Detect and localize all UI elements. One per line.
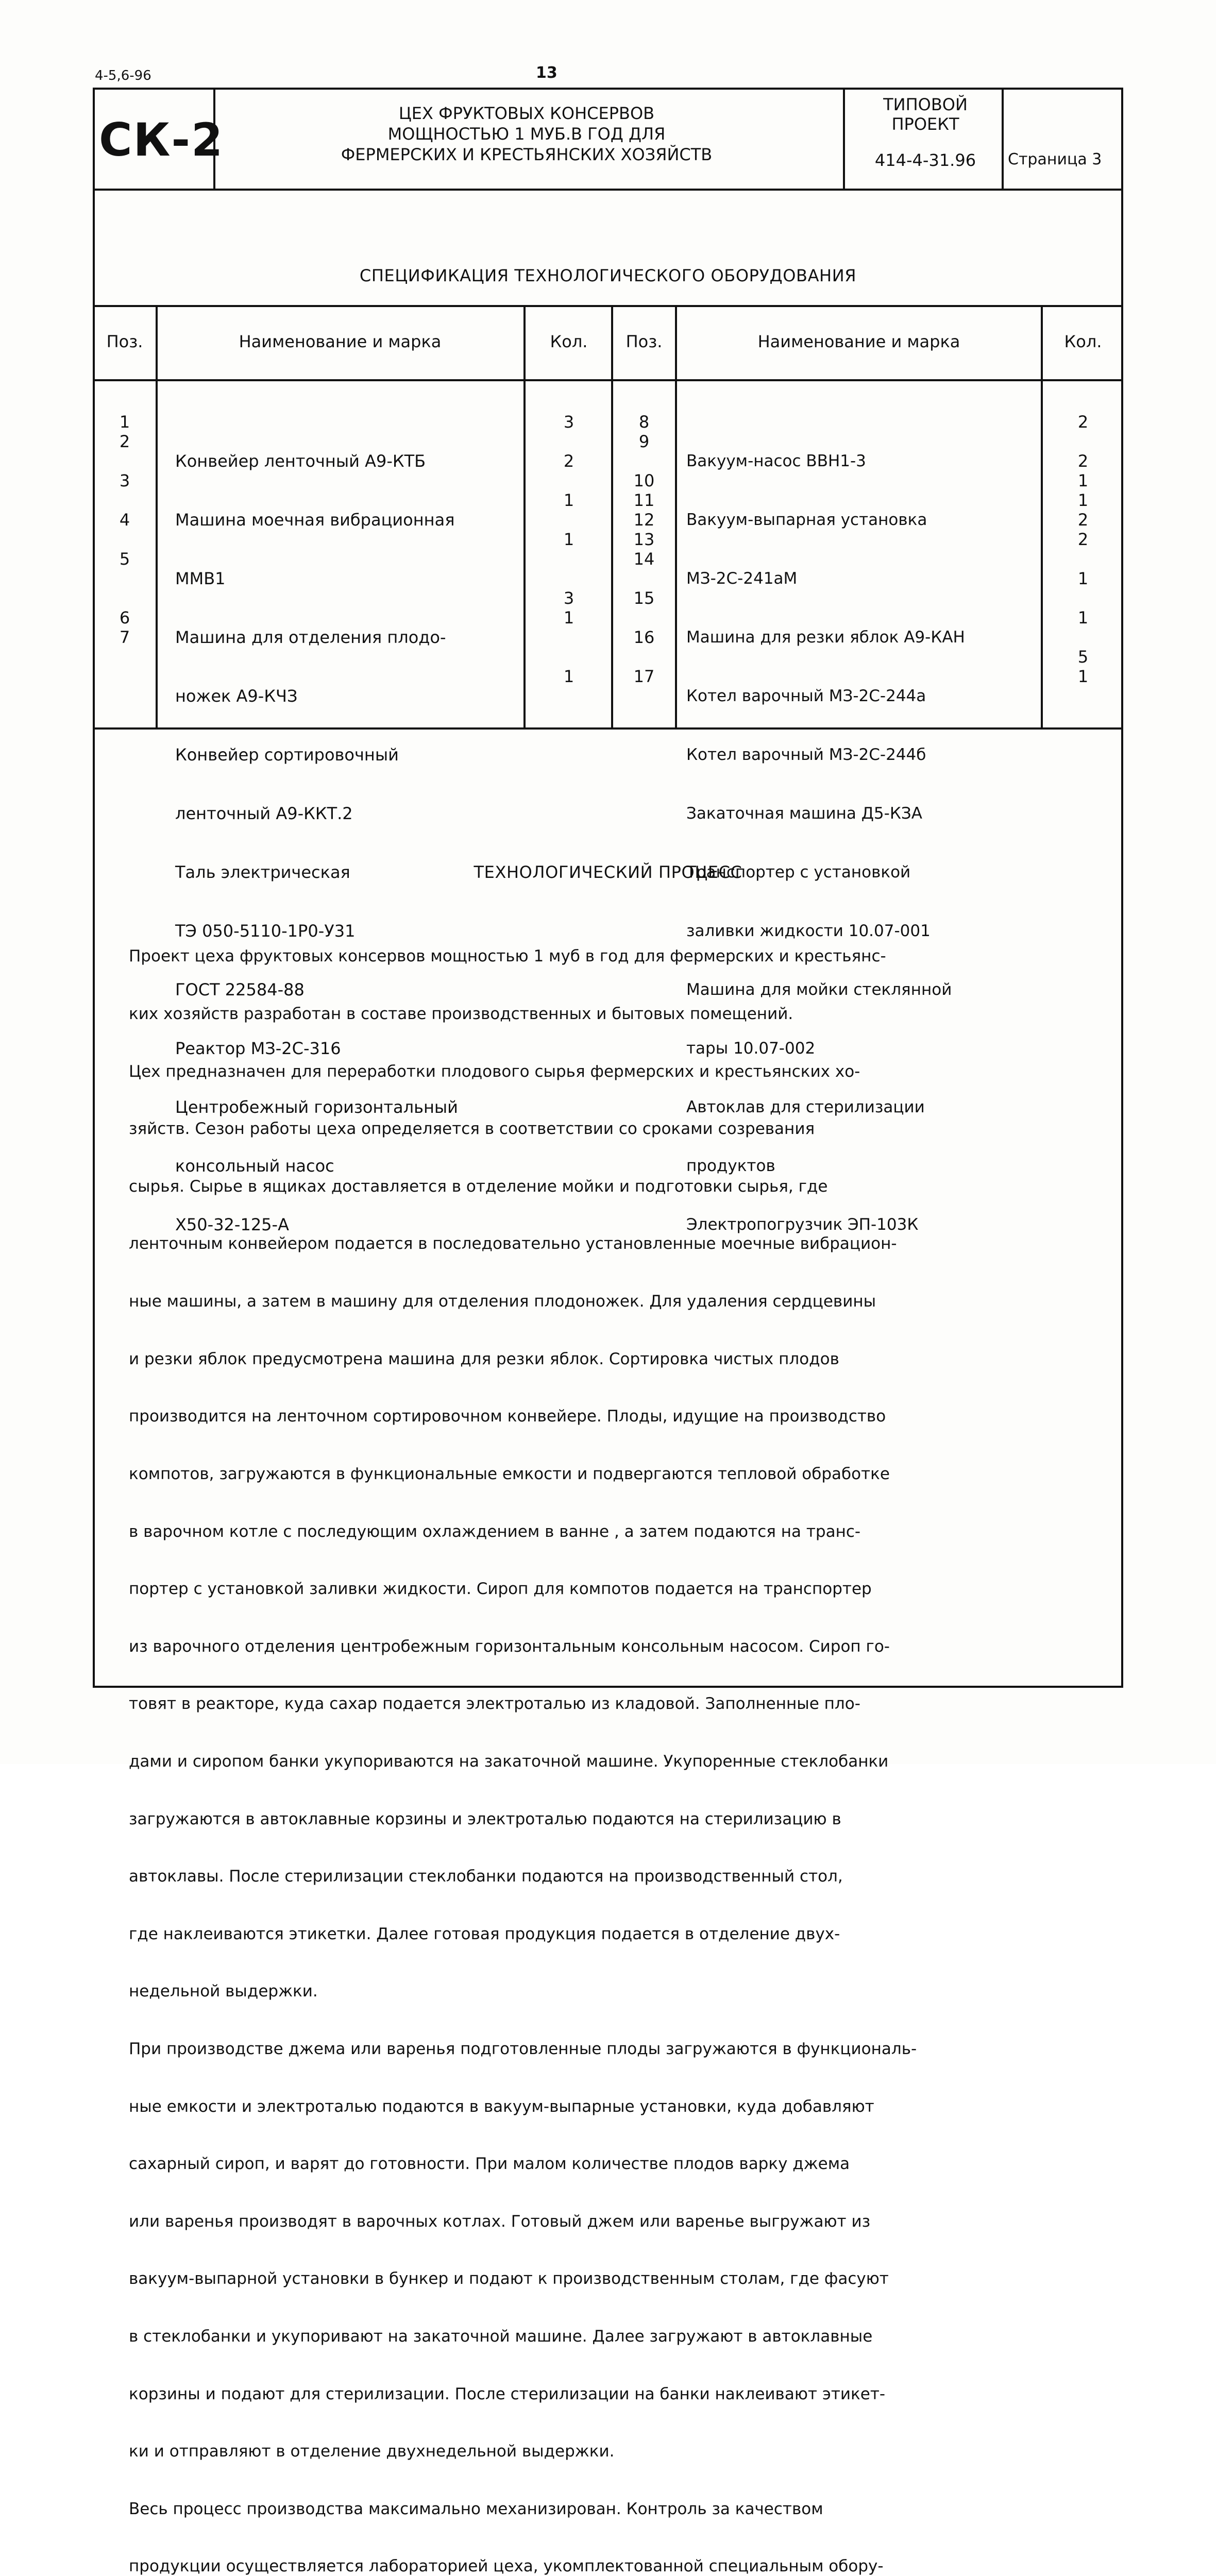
qty-cell: 1 — [1077, 490, 1089, 510]
pos-cell — [93, 647, 157, 667]
qty-cell: 3 — [563, 588, 574, 608]
pos-cell: 16 — [633, 628, 655, 647]
process-line: портер с установкой заливки жидкости. Сироп для компотов подается на транспортер — [129, 1580, 872, 1599]
pos-cell: 12 — [633, 510, 655, 530]
process-line: в варочном котле с последующим охлаждением в ванне , а затем подаются на транс- — [129, 1522, 861, 1541]
right-qty-column — [1043, 412, 1123, 686]
pos-cell: 9 — [638, 432, 650, 451]
pos-cell — [93, 451, 157, 471]
qty-cell — [526, 471, 612, 490]
process-line: дами и сиропом банки укупориваются на закаточной машине. Укупоренные стеклобанки — [129, 1752, 889, 1771]
name-cell: Закаточная машина Д5-КЗА — [686, 804, 922, 823]
page-number: 13 — [536, 64, 557, 82]
process-line: из варочного отделения центробежным горизонтальным консольным насосом. Сироп го- — [129, 1637, 890, 1656]
pos-cell: 5 — [119, 549, 130, 569]
title-block-divider — [843, 88, 845, 191]
qty-cell: 1 — [563, 530, 574, 549]
name-cell: тары 10.07-002 — [686, 1039, 816, 1058]
title-block-divider — [1002, 88, 1004, 191]
project-type: ТИПОВОЙ ПРОЕКТ — [883, 95, 968, 134]
qty-cell: 1 — [1077, 471, 1089, 490]
process-line: сахарный сироп, и варят до готовности. При малом количестве плодов варку джема — [129, 2155, 850, 2174]
qty-cell: 1 — [563, 608, 574, 628]
qty-cell: 3 — [563, 412, 574, 432]
right-pos-column — [613, 412, 675, 686]
pos-cell: 1 — [119, 412, 130, 432]
process-line: загружаются в автоклавные корзины и электроталью подаются на стерилизацию в — [129, 1809, 841, 1828]
name-cell: ГОСТ 22584-88 — [175, 980, 305, 999]
pos-cell: 8 — [638, 412, 650, 432]
name-cell: заливки жидкости 10.07-001 — [686, 922, 931, 940]
process-line: ких хозяйств разработан в составе производственных и бытовых помещений. — [129, 1005, 793, 1024]
process-line: компотов, загружаются в функциональные емкости и подвергаются тепловой обработке — [129, 1464, 890, 1483]
qty-cell — [1043, 628, 1123, 647]
process-line: в стеклобанки и укупоривают на закаточной машине. Далее загружают в автоклавные — [129, 2327, 873, 2346]
process-line: ные машины, а затем в машину для отделения плодоножек. Для удаления сердцевины — [129, 1292, 876, 1311]
name-cell: Х50-32-125-А — [175, 1215, 289, 1234]
pos-cell: 14 — [633, 549, 655, 569]
qty-cell: 1 — [563, 667, 574, 686]
pos-cell — [93, 490, 157, 510]
pos-cell: 10 — [633, 471, 655, 490]
header-qty-left: Кол. — [550, 332, 588, 351]
name-cell: Конвейер сортировочный — [175, 745, 399, 765]
left-pos-column — [93, 412, 157, 686]
name-cell: Реактор МЗ-2С-316 — [175, 1039, 341, 1058]
process-line: ные емкости и электроталью подаются в вакуум-выпарные установки, куда добавляют — [129, 2097, 874, 2116]
name-cell: ММВ1 — [175, 569, 226, 588]
pos-cell: 13 — [633, 530, 655, 549]
name-cell: Машина для отделения плодо- — [175, 628, 446, 647]
qty-cell: 2 — [1077, 451, 1089, 471]
qty-cell — [526, 628, 612, 647]
name-cell: Машина для резки яблок А9-КАН — [686, 628, 965, 647]
process-heading: ТЕХНОЛОГИЧЕСКИЙ ПРОЦЕСС — [474, 862, 742, 882]
left-qty-column — [526, 412, 612, 686]
qty-cell — [1043, 588, 1123, 608]
qty-cell: 5 — [1077, 647, 1089, 667]
process-line: сырья. Сырье в ящиках доставляется в отделение мойки и подготовки сырья, где — [129, 1177, 828, 1196]
name-cell: Конвейер ленточный А9-КТБ — [175, 451, 426, 471]
process-line: Весь процесс производства максимально механизирован. Контроль за качеством — [129, 2499, 823, 2518]
process-line: ленточным конвейером подается в последовательно установленные моечные вибрацион- — [129, 1234, 897, 1253]
pos-cell: 17 — [633, 667, 655, 686]
pos-cell — [613, 608, 675, 628]
qty-cell — [1043, 549, 1123, 569]
process-line: и резки яблок предусмотрена машина для резки яблок. Сортировка чистых плодов — [129, 1349, 839, 1368]
pos-cell: 6 — [119, 608, 130, 628]
name-cell: Котел варочный МЗ-2С-244а — [686, 687, 926, 705]
qty-cell — [526, 647, 612, 667]
pos-cell — [613, 647, 675, 667]
process-line: товят в реакторе, куда сахар подается электроталью из кладовой. Заполненные пло- — [129, 1694, 860, 1714]
name-cell: Вакуум-насос ВВН1-3 — [686, 452, 866, 470]
qty-cell: 2 — [1077, 412, 1089, 432]
document-title — [218, 103, 835, 165]
process-line: Цех предназначен для переработки плодового сырья фермерских и крестьянских хо- — [129, 1062, 860, 1081]
pos-cell — [93, 569, 157, 588]
process-line: недельной выдержки. — [129, 1982, 318, 2001]
sheet-code: СК-2 — [99, 113, 224, 166]
name-cell: МЗ-2С-241аМ — [686, 569, 798, 588]
process-line: производится на ленточном сортировочном конвейере. Плоды, идущие на производство — [129, 1407, 886, 1426]
process-line: автоклавы. После стерилизации стеклобанки подаются на производственный стол, — [129, 1867, 843, 1886]
qty-cell: 2 — [1077, 510, 1089, 530]
title-block-divider — [93, 189, 1123, 191]
name-cell: Машина моечная вибрационная — [175, 510, 455, 530]
qty-cell — [526, 510, 612, 530]
process-line: При производстве джема или варенья подготовленные плоды загружаются в функциональ- — [129, 2039, 917, 2058]
qty-cell: 2 — [563, 451, 574, 471]
qty-cell — [526, 432, 612, 451]
table-column-line — [675, 305, 677, 727]
header-qty-right: Кол. — [1064, 332, 1102, 351]
pos-cell — [613, 569, 675, 588]
name-cell: Таль электрическая — [175, 862, 350, 882]
process-line: вакуум-выпарной установки в бункер и подают к производственным столам, где фасуют — [129, 2269, 889, 2289]
table-border — [93, 305, 1123, 307]
qty-cell: 1 — [1077, 667, 1089, 686]
qty-cell — [526, 569, 612, 588]
header-pos-left: Поз. — [106, 332, 143, 351]
process-line: где наклеиваются этикетки. Далее готовая продукция подается в отделение двух- — [129, 1924, 840, 1943]
name-cell: Электропогрузчик ЭП-103К — [686, 1215, 919, 1234]
name-cell: ленточный А9-ККТ.2 — [175, 804, 353, 823]
process-line: Проект цеха фруктовых консервов мощностью 1 муб в год для фермерских и крестьянс- — [129, 947, 886, 966]
qty-cell: 1 — [1077, 569, 1089, 588]
process-line: зяйств. Сезон работы цеха определяется в соответствии со сроками созревания — [129, 1120, 815, 1139]
name-cell: Центробежный горизонтальный — [175, 1097, 458, 1117]
spec-heading: СПЕЦИФИКАЦИЯ ТЕХНОЛОГИЧЕСКОГО ОБОРУДОВАНИЯ — [359, 266, 857, 285]
process-text — [129, 909, 1108, 2576]
qty-cell: 2 — [1077, 530, 1089, 549]
title-line: ЦЕХ ФРУКТОВЫХ КОНСЕРВОВ — [398, 104, 655, 123]
name-cell: ТЭ 050-5110-1Р0-У31 — [175, 921, 356, 941]
pos-cell: 3 — [119, 471, 130, 490]
name-cell: Машина для мойки стеклянной — [686, 980, 952, 999]
qty-cell: 1 — [563, 490, 574, 510]
sheet-label: Страница 3 — [1008, 150, 1102, 168]
process-line: ки и отправляют в отделение двухнедельной выдержки. — [129, 2442, 615, 2461]
name-cell: Автоклав для стерилизации — [686, 1098, 925, 1116]
pos-cell: 2 — [119, 432, 130, 451]
table-border — [93, 379, 1123, 381]
title-line: ФЕРМЕРСКИХ И КРЕСТЬЯНСКИХ ХОЗЯЙСТВ — [341, 145, 713, 164]
document-code: 4-5,6-96 — [95, 68, 151, 83]
header-name-left: Наименование и марка — [239, 332, 442, 351]
header-pos-right: Поз. — [626, 332, 663, 351]
process-line: или варенья производят в варочных котлах. Готовый джем или варенье выгружают из — [129, 2212, 871, 2231]
pos-cell — [93, 530, 157, 549]
pos-cell — [93, 667, 157, 686]
name-cell: Транспортер с установкой — [686, 863, 911, 882]
title-line: МОЩНОСТЬЮ 1 МУБ.В ГОД ДЛЯ — [387, 124, 666, 144]
header-name-right: Наименование и марка — [757, 332, 960, 351]
name-cell: продуктов — [686, 1157, 775, 1175]
name-cell: консольный насос — [175, 1156, 334, 1176]
name-cell: ножек А9-КЧЗ — [175, 686, 298, 706]
qty-cell: 1 — [1077, 608, 1089, 628]
pos-cell: 11 — [633, 490, 655, 510]
pos-cell: 4 — [119, 510, 130, 530]
pos-cell — [613, 451, 675, 471]
qty-cell — [1043, 432, 1123, 451]
project-code: 414-4-31.96 — [874, 150, 976, 170]
process-line: продукции осуществляется лабораторией цеха, укомплектованной специальным обору- — [129, 2557, 884, 2576]
pos-cell — [93, 588, 157, 608]
name-cell: Вакуум-выпарная установка — [686, 511, 927, 529]
qty-cell — [526, 549, 612, 569]
pos-cell: 15 — [633, 588, 655, 608]
name-cell: Котел варочный МЗ-2С-244б — [686, 745, 926, 764]
pos-cell: 7 — [119, 628, 130, 647]
process-line: корзины и подают для стерилизации. После стерилизации на банки наклеивают этикет- — [129, 2384, 886, 2403]
